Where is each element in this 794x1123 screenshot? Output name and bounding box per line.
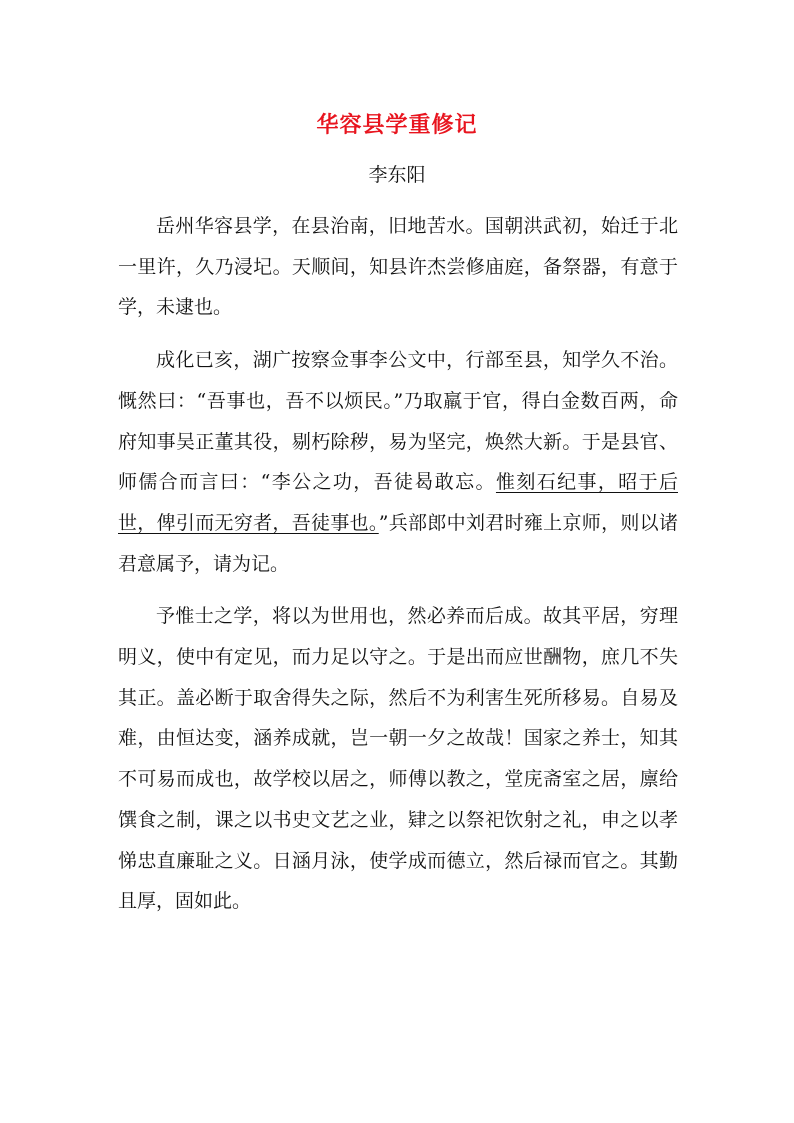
document-title: 华容县学重修记 [316,112,478,138]
paragraph-2-underlined-text: 惟刻石纪事，昭于后世，俾引而无穷者，吾徒事也。 [118,471,678,534]
paragraph-2-text-after: ”兵部郎中刘君时雍上京师，则以诸君意属予，请为记。 [118,511,678,575]
paragraph-2-text-before: 成化已亥，湖广按察佥事李公文中，行部至县，知学久不治。慨然曰：“吾事也，吾不以烦民。”乃取羸于官，得白金数百两，命府知事吴正董其役，剔朽除秽，易为坚完，焕然大新。于是县官、师儒合而言曰：“李公之功，吾徒曷敢忘。 [118,349,678,494]
paragraph-1: 岳州华容县学，在县治南，旧地苦水。国朝洪武初，始迁于北一里许，久乃浸圮。天顺间，知县许杰尝修庙庭，备祭器，有意于学，未逮也。 [118,215,678,319]
document-body [118,206,678,934]
document-author: 李东阳 [368,164,426,186]
paragraph-3: 予惟士之学，将以为世用也，然必养而后成。故其平居，穷理明义，使中有定见，而力足以守之。于是出而应世酬物，庶几不失其正。盖必断于取舍得失之际，然后不为利害生死所移易。自易及难，由恒达变，涵养成就，岂一朝一夕之故哉！国家之养士，知其不可易而成也，故学校以居之，师傅以教之，堂庑斋室之居，廪给馔食之制，课之以书史文艺之业，肄之以祭祀饮射之礼，申之以孝悌忠直廉耻之义。日涵月泳，使学成而德立，然后禄而官之。其勤且厚，固如此。 [118,605,678,913]
paragraph-2 [118,340,678,584]
